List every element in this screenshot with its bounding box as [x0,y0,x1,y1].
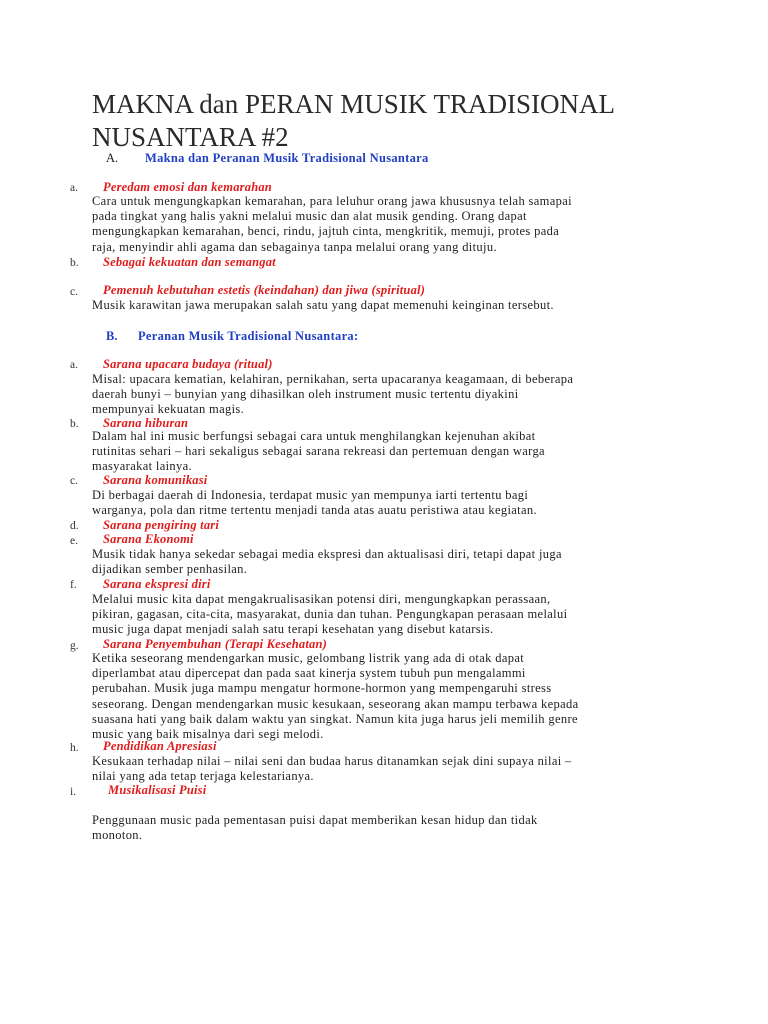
list-marker: b. [70,418,79,430]
item-heading: Pemenuh kebutuhan estetis (keindahan) dan jiwa (spiritual) [103,283,426,297]
body-line: masyarakat lainya. [92,459,193,474]
body-line: suasana hati yang baik dalam waktu yan singkat. Namun kita juga harus jeli memilih genre [92,711,578,726]
item-heading: Sarana upacara budaya (ritual) [103,357,273,371]
item-heading: Sarana hiburan [103,416,189,430]
list-marker: d. [70,520,79,532]
item-body [92,429,682,475]
body-line: music juga dapat menjadi salah satu terapi kesehatan yang disebut katarsis. [92,622,494,637]
item-heading: Peredam emosi dan kemarahan [103,180,272,194]
item-heading: Sarana komunikasi [103,473,208,487]
body-line: monoton. [92,828,143,843]
list-marker: b. [70,257,79,269]
body-line: raja, menyindir ahli agama dan sebagainya tanpa melalui orang yang dituju. [92,239,497,254]
body-line: seseorang. Dengan mendengarkan music kesukaan, seseorang akan mampu terbawa kepada [92,696,579,711]
body-line: Musik karawitan jawa merupakan salah satu yang dapat memenuhi keinginan tersebut. [92,298,554,312]
body-line: pikiran, gagasan, cita-cita, masyarakat, dunia dan tuhan. Pengungkapan perasaan melalui [92,607,568,622]
page-title [92,88,732,154]
body-line: mengungkapkan kemarahan, benci, rindu, jajtuh cinta, mengkritik, memuji, protes pada [92,224,560,239]
list-marker: f. [70,579,77,591]
body-line: perubahan. Musik juga mampu mengatur hormone-hormon yang mempengaruhi stress [92,681,552,696]
section-a-letter: A. [106,151,119,165]
list-marker: i. [70,786,77,798]
body-line: Melalui music kita dapat mengakrualisasikan potensi diri, mengungkapkan perassaan, [92,592,551,606]
item-body [92,488,682,518]
list-marker: a. [70,182,78,194]
list-marker: c. [70,286,78,298]
item-heading: Sarana Penyembuhan (Terapi Kesehatan) [103,637,327,651]
item-heading: Pendidikan Apresiasi [103,739,217,753]
body-line: Ketika seseorang mendengarkan music, gelombang listrik yang ada di otak dapat [92,651,525,665]
item-body [92,547,682,577]
item-body [92,813,682,843]
item-heading: Sarana Ekonomi [103,532,194,546]
body-line: Dalam hal ini music berfungsi sebagai cara untuk menghilangkan kejenuhan akibat [92,429,536,443]
title-line: MAKNA dan PERAN MUSIK TRADISIONAL [92,89,616,119]
list-marker: g. [70,640,79,652]
body-line: music yang baik misalnya dari segi melodi. [92,727,324,742]
list-marker: h. [70,742,79,754]
item-heading: Sarana ekspresi diri [103,577,211,591]
body-line: Penggunaan music pada pementasan puisi dapat memberikan kesan hidup dan tidak [92,813,538,827]
section-a-title: Makna dan Peranan Musik Tradisional Nusantara [145,151,429,165]
body-line: Di berbagai daerah di Indonesia, terdapat music yan mempunya iarti tertentu bagi [92,488,529,502]
list-marker: a. [70,359,78,371]
item-body [92,754,682,784]
item-heading: Sarana pengiring tari [103,518,220,532]
body-line: Cara untuk mengungkapkan kemarahan, para leluhur orang jawa khususnya telah samapai [92,194,572,208]
item-body [92,372,682,418]
item-body [92,194,682,255]
item-body [92,592,682,638]
list-marker: e. [70,535,78,547]
body-line: Misal: upacara kematian, kelahiran, pernikahan, serta upacaranya keagamaan, di beberapa [92,372,574,386]
item-heading: Sebagai kekuatan dan semangat [103,255,276,269]
item-body [92,298,682,313]
body-line: nilai yang ada tetap terjaga kelestarianya. [92,769,314,784]
item-heading: Musikalisasi Puisi [108,783,207,797]
section-b-letter: B. [106,329,118,343]
body-line: warganya, pola dan ritme tertentu menjadi tanda atas auatu peristiwa atau kegiatan. [92,503,537,518]
body-line: daerah bunyi – bunyian yang dihasilkan oleh instrument music tertentu diyakini [92,387,519,402]
section-b-title: Peranan Musik Tradisional Nusantara: [138,329,359,343]
item-body [92,651,682,742]
body-line: Kesukaan terhadap nilai – nilai seni dan budaa harus ditanamkan sejak dini supaya nilai – [92,754,572,768]
body-line: Musik tidak hanya sekedar sebagai media ekspresi dan aktualisasi diri, tetapi dapat juga [92,547,562,561]
title-line: NUSANTARA #2 [92,122,289,152]
body-line: rutinitas sehari – hari sekaligus sebagai sarana rekreasi dan pertemuan dengan warga [92,444,545,459]
list-marker: c. [70,475,78,487]
body-line: dijadikan sember penhasilan. [92,562,248,577]
body-line: diperlambat atau dipercepat dan pada saat kinerja system tubuh pun mengalammi [92,666,526,681]
body-line: mempunyai kekuatan magis. [92,402,245,417]
body-line: pada tingkat yang halis yakni melalui music dan alat musik gending. Orang dapat [92,209,527,224]
